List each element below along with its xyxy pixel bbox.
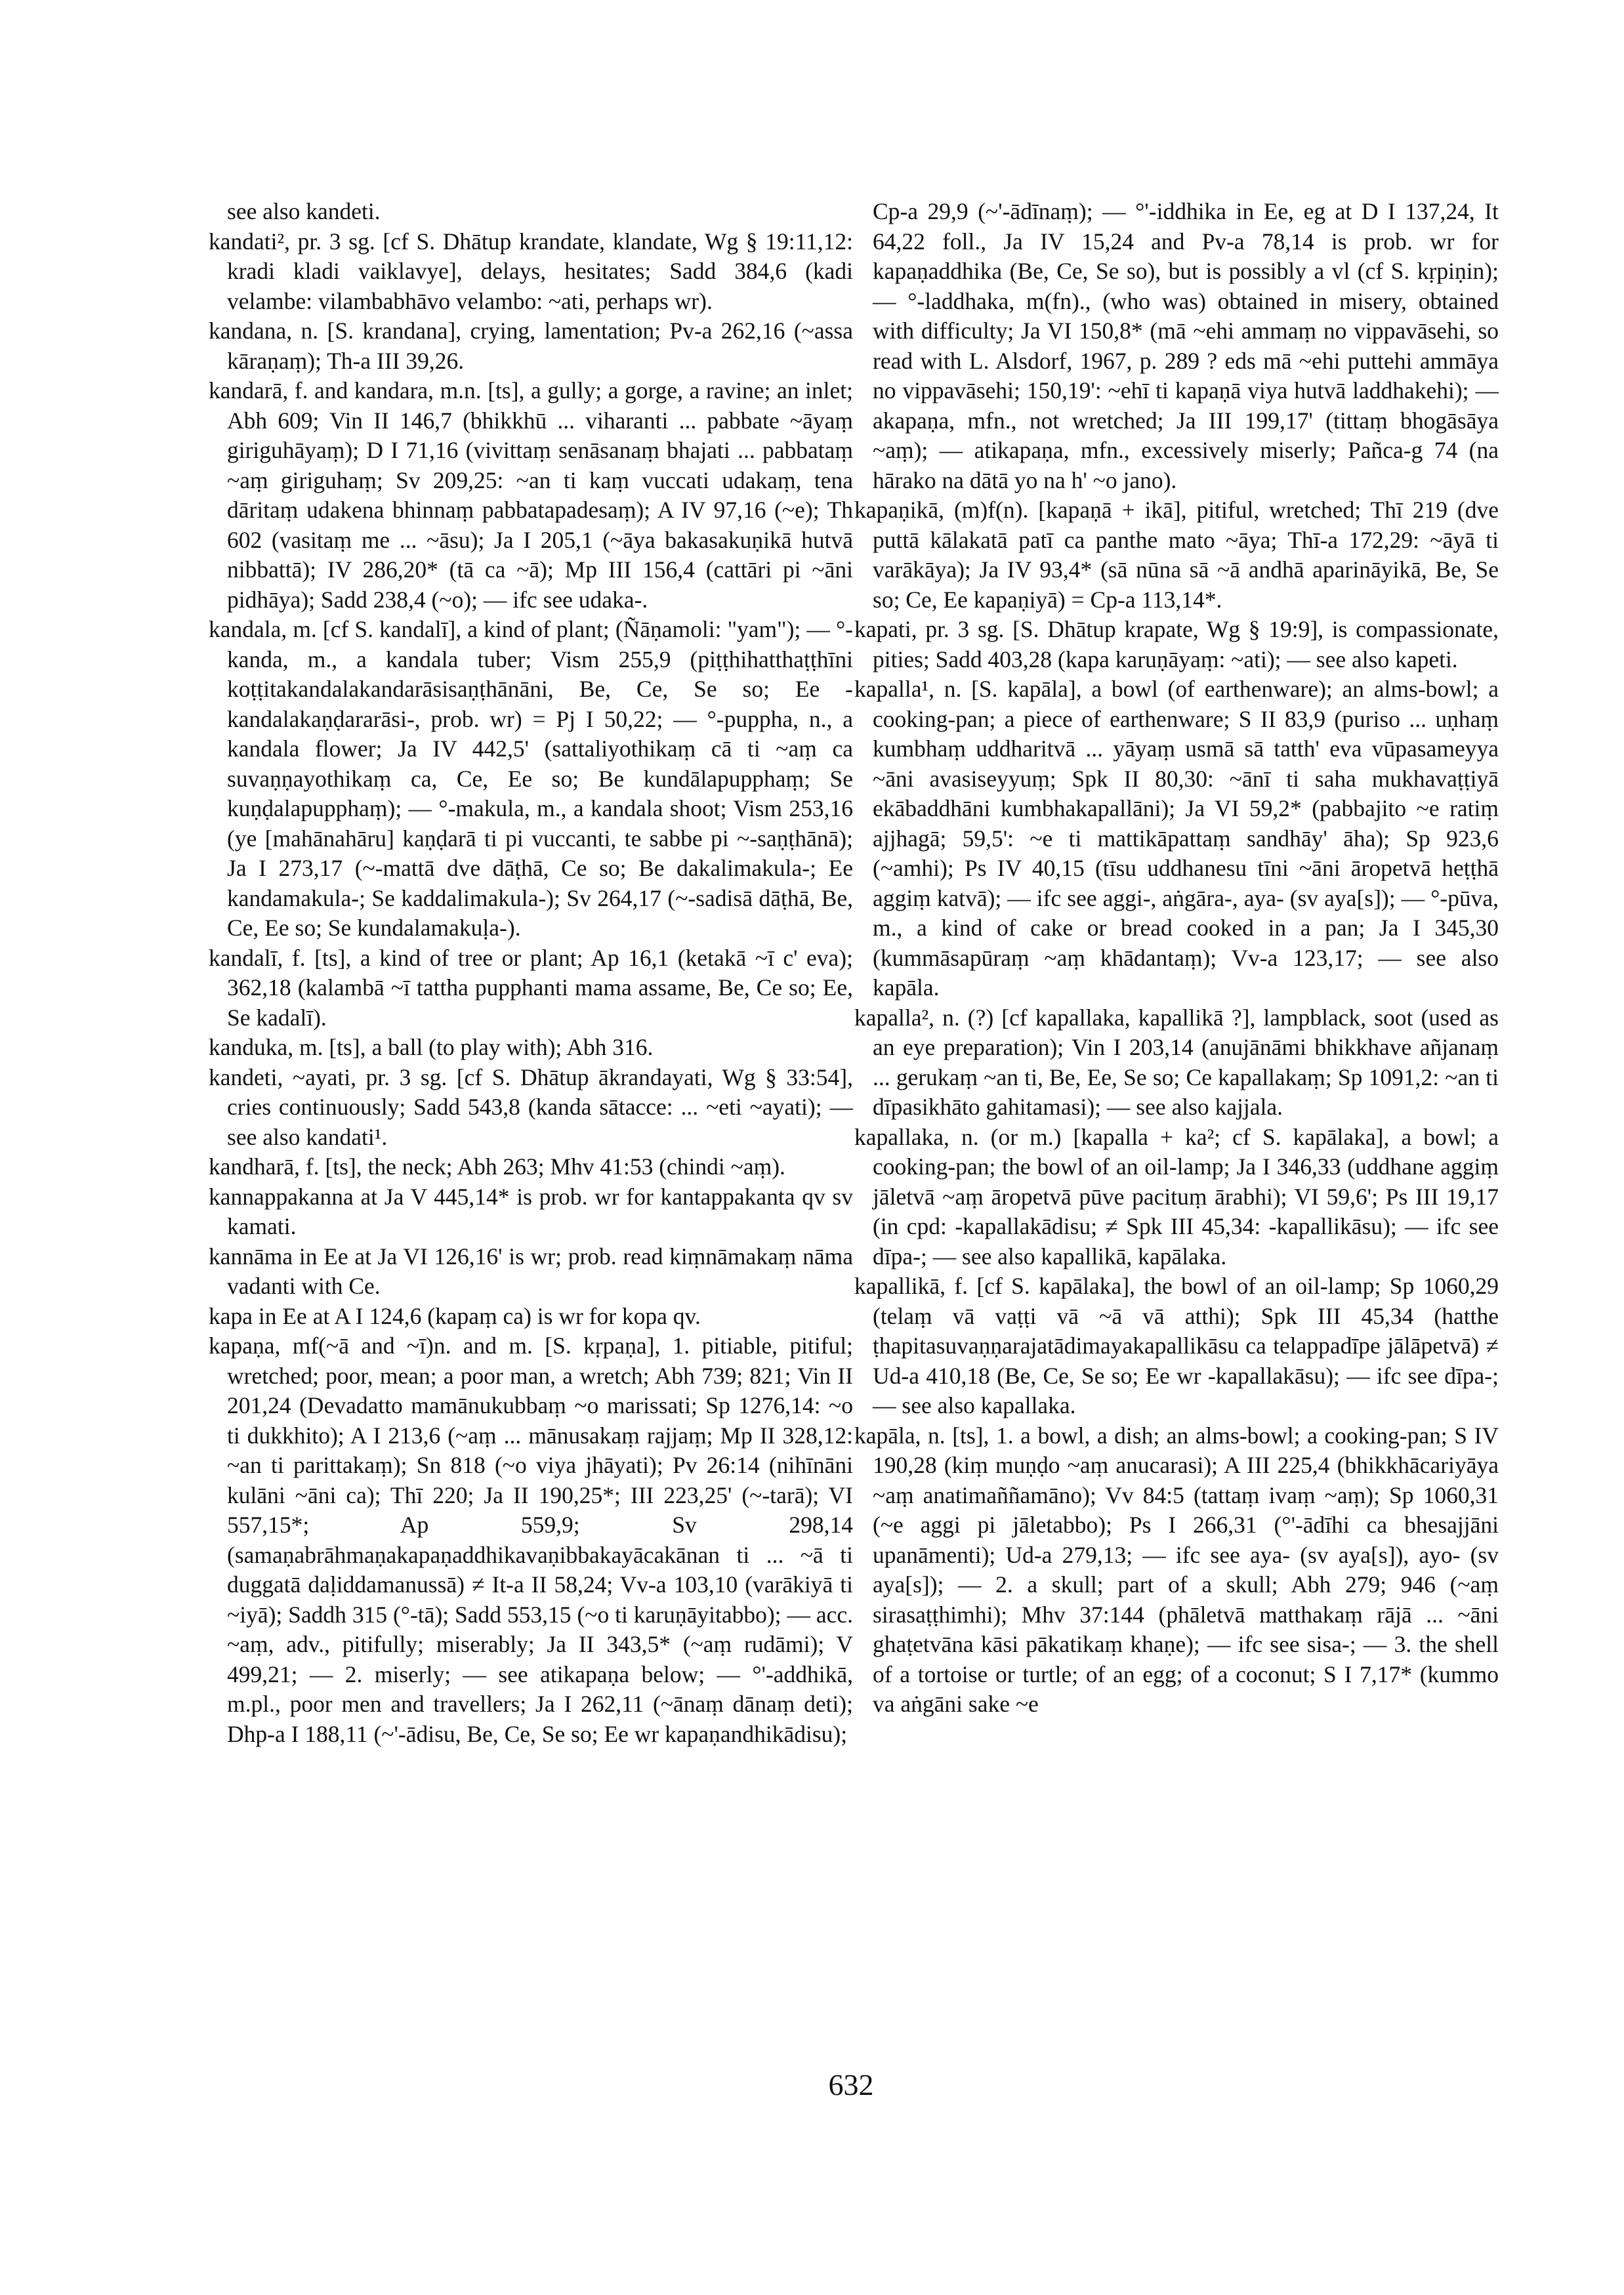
entry-kapa: kapa in Ee at A I 124,6 (kapaṃ ca) is wr for kopa qv. (209, 1302, 701, 1329)
entry-kapana: kapaṇa, mf(~ā and ~ī)n. and m. [S. kṛpaṇa], 1. pitiable, pitiful; wretched; poor, mean; a poor man, a wretch; Abh 739; 821; Vin II 201,24 (Devadatto mamānukubbaṃ ~o marissati; Sp 1276,14: ~o ti dukkhito); A I 213,6 (~aṃ ... mānusakaṃ rajjaṃ; Mp II 328,12: ~an ti parittakaṃ); Sn 818 (~o viya jhāyati); Pv 26:14 (nihīnāni kulāni ~āni ca); Thī 220; Ja II 190,25*; III 223,25' (~-tarā); VI 557,15*; Ap 559,9; Sv 298,14 (samaṇabrāhmaṇakapaṇaddhikavaṇibbakayācakānan ti ... ~ā ti duggatā daḷiddamanussā) ≠ It-a II 58,24; Vv-a 103,10 (varākiyā ti ~iyā); Saddh 315 (°-tā); Sadd 553,15 (~o ti karuṇāyitabbo); — acc. ~aṃ, adv., pitifully; miserably; Ja II 343,5* (~aṃ rudāmi); V 499,21; — 2. miserly; — see atikapaṇa below; — °'-addhikā, m.pl., poor men and travellers; Ja I 262,11 (~ānaṃ dānaṃ deti); Dhp-a I 188,11 (~'-ādisu, Be, Ce, Se so; Ee wr kapaṇandhikādisu); (209, 1333, 853, 1747)
entry-continuation-kandati: see also kandeti. (227, 198, 381, 224)
entry-kandali: kandalī, f. [ts], a kind of tree or plant; Ap 16,1 (ketakā ~ī c' eva); 362,18 (kalambā ~ī tattha pupphanti mama assame, Be, Ce so; Ee, Se kadalī). (209, 944, 853, 1031)
entry-kapalla-1: kapalla¹, n. [S. kapāla], a bowl (of earthenware); an alms-bowl; a cooking-pan; a piece of earthenware; S II 83,9 (puriso ... uṇhaṃ kumbhaṃ uddharitvā ... yāyaṃ usmā sā tatth' eva vūpasameyya ~āni avasiseyyuṃ; Spk II 80,30: ~ānī ti saha mukhavaṭṭiyā ekābaddhāni kumbhakapallāni); Ja VI 59,2* (pabbajito ~e ratiṃ ajjhagā; 59,5': ~e ti mattikāpattaṃ sandhāy' āha); Sp 923,6 (~amhi); Ps IV 40,15 (tīsu uddhanesu tīni ~āni āropetvā heṭṭhā aggiṃ katvā); — ifc see aggi-, aṅgāra-, aya- (sv aya[s]); — °-pūva, m., a kind of cake or bread cooked in a pan; Ja I 345,30 (kummāsapūraṃ ~aṃ khādantaṃ); Vv-a 123,17; — see also kapāla. (854, 676, 1499, 1001)
entry-kandana: kandana, n. [S. krandana], crying, lamentation; Pv-a 262,16 (~assa kāraṇaṃ); Th-a III 39,26. (209, 318, 853, 374)
entry-kapallika: kapallikā, f. [cf S. kapālaka], the bowl of an oil-lamp; Sp 1060,29 (telaṃ vā vaṭṭi vā ~ā vā atthi); Spk III 45,34 (hatthe ṭhapitasuvaṇṇarajatādimayakapallikāsu ca telappadīpe jālāpetvā) ≠ Ud-a 410,18 (Be, Ce, Se so; Ee wr -kapallakāsu); — ifc see dīpa-; — see also kapallaka. (854, 1273, 1499, 1418)
entry-kandhara: kandharā, f. [ts], the neck; Abh 263; Mhv 41:53 (chindi ~aṃ). (209, 1153, 785, 1180)
entry-kandati-2: kandati², pr. 3 sg. [cf S. Dhātup krandate, klandate, Wg § 19:11,12: kradi kladi vaiklavye], delays, hesitates; Sadd 384,6 (kadi velambe: vilambabhāvo velambo: ~ati, perhaps wr). (209, 228, 853, 314)
entry-kandeti: kandeti, ~ayati, pr. 3 sg. [cf S. Dhātup ākrandayati, Wg § 33:54], cries continuously; Sadd 543,8 (kanda sātacce: ... ~eti ~ayati); — see also kandati¹. (209, 1064, 853, 1150)
entry-continuation-kapana: Cp-a 29,9 (~'-ādīnaṃ); — °'-iddhika in Ee, eg at D I 137,24, It 64,22 foll., Ja IV 15,24 and Pv-a 78,14 is prob. wr for kapaṇaddhika (Be, Ce, Se so), but is possibly a vl (cf S. kṛpiṇin); — °-laddhaka, m(fn)., (who was) obtained in misery, obtained with difficulty; Ja VI 150,8* (mā ~ehi ammaṃ no vippavāsehi, so read with L. Alsdorf, 1967, p. 289 ? eds mā ~ehi puttehi ammāya no vippavāsehi; 150,19': ~ehī ti kapaṇā viya hutvā laddhakehi); — akapaṇa, mfn., not wretched; Ja III 199,17' (tittaṃ bhogāsāya ~aṃ); — atikapaṇa, mfn., excessively miserly; Pañca-g 74 (na hārako na dātā yo na h' ~o jano). (873, 198, 1499, 493)
right-column (854, 197, 1499, 1720)
left-column (209, 197, 853, 1749)
page-number: 632 (828, 2068, 874, 2101)
entry-kanduka: kanduka, m. [ts], a ball (to play with); Abh 316. (209, 1034, 654, 1060)
entry-kapati: kapati, pr. 3 sg. [S. Dhātup krapate, Wg § 19:9], is compassionate, pities; Sadd 403,28 (kapa karuṇāyaṃ: ~ati); — see also kapeti. (854, 616, 1499, 672)
entry-kapallaka: kapallaka, n. (or m.) [kapalla + ka²; cf S. kapālaka], a bowl; a cooking-pan; the bowl of an oil-lamp; Ja I 346,33 (uddhane aggiṃ jāletvā ~aṃ āropetvā pūve pacituṃ ārabhi); VI 59,6'; Ps III 19,17 (in cpd: -kapallakādisu; ≠ Spk III 45,34: -kapallikāsu); — ifc see dīpa-; — see also kapallikā, kapālaka. (854, 1123, 1499, 1270)
entry-kapanika: kapaṇikā, (m)f(n). [kapaṇā + ikā], pitiful, wretched; Thī 219 (dve puttā kālakatā patī ca panthe mato ~āya; Thī-a 172,29: ~āyā ti varākāya); Ja IV 93,4* (sā nūna sā ~ā andhā aparināyikā, Be, Se so; Ce, Ee kapaṇiyā) = Cp-a 113,14*. (854, 497, 1499, 613)
entry-kapalla-2: kapalla², n. (?) [cf kapallaka, kapallikā ?], lampblack, soot (used as an eye preparation); Vin I 203,14 (anujānāmi bhikkhave añjanaṃ ... gerukaṃ ~an ti, Be, Ee, Se so; Ce kapallakaṃ; Sp 1091,2: ~an ti dīpasikhāto gahitamasi); — see also kajjala. (854, 1004, 1499, 1120)
entry-kapala: kapāla, n. [ts], 1. a bowl, a dish; an alms-bowl; a cooking-pan; S IV 190,28 (kiṃ muṇḍo ~aṃ anucarasi); A III 225,4 (bhikkhācariyāya ~aṃ anatimaññamāno); Vv 84:5 (tattaṃ ivaṃ ~aṃ); Sp 1060,31 (~e aggi pi jāletabbo); Ps I 266,31 (°'-ādīhi ca bhesajjāni upanāmenti); Ud-a 279,13; — ifc see aya- (sv aya[s]), ayo- (sv aya[s]); — 2. a skull; part of a skull; Abh 279; 946 (~aṃ sirasaṭṭhimhi); Mhv 37:144 (phāletvā matthakaṃ rājā ... ~āni ghaṭetvāna kāsi pākatikaṃ khaṇe); — ifc see sisa-; — 3. the shell of a tortoise or turtle; of an egg; of a coconut; S I 7,17* (kummo va aṅgāni sake ~e (854, 1422, 1499, 1717)
entry-kandala: kandala, m. [cf S. kandalī], a kind of plant; (Ñāṇamoli: "yam"); — °-kanda, m., a kandala tuber; Vism 255,9 (piṭṭhihatthaṭṭhīni koṭṭitakandalakandarāsisaṇṭhānāni, Be, Ce, Se so; Ee -kandalakaṇḍararāsi-, prob. wr) = Pj I 50,22; — °-puppha, n., a kandala flower; Ja IV 442,5' (sattaliyothikaṃ cā ti ~aṃ ca suvaṇṇayothikaṃ ca, Ce, Ee so; Be kundālapupphaṃ; Se kuṇḍalapupphaṃ); — °-makula, m., a kandala shoot; Vism 253,16 (ye [mahānahāru] kaṇḍarā ti pi vuccanti, te sabbe pi ~-saṇṭhānā); Ja I 273,17 (~-mattā dve dāṭhā, Ce so; Be dakalimakula-; Ee kandamakula-; Se kaddalimakula-); Sv 264,17 (~-sadisā dāṭhā, Be, Ce, Ee so; Se kundalamakuḷa-). (209, 616, 853, 941)
entry-kandara: kandarā, f. and kandara, m.n. [ts], a gully; a gorge, a ravine; an inlet; Abh 609; Vin II 146,7 (bhikkhū ... viharanti ... pabbate ~āyaṃ giriguhāyaṃ); D I 71,16 (vivittaṃ senāsanaṃ bhajati ... pabbataṃ ~aṃ giriguhaṃ; Sv 209,25: ~an ti kaṃ vuccati udakaṃ, tena dāritaṃ udakena bhinnaṃ pabbatapadesaṃ); A IV 97,16 (~e); Th 602 (vasitaṃ me ... ~āsu); Ja I 205,1 (~āya bakasakuṇikā hutvā nibbattā); IV 286,20* (tā ca ~ā); Mp III 156,4 (cattāri pi ~āni pidhāya); Sadd 238,4 (~o); — ifc see udaka-. (209, 377, 853, 613)
entry-kannama: kannāma in Ee at Ja VI 126,16' is wr; prob. read kiṃnāmakaṃ nāma vadanti with Ce. (209, 1243, 853, 1299)
entry-kannappakanna: kannappakanna at Ja V 445,14* is prob. wr for kantappakanta qv sv kamati. (209, 1183, 853, 1239)
